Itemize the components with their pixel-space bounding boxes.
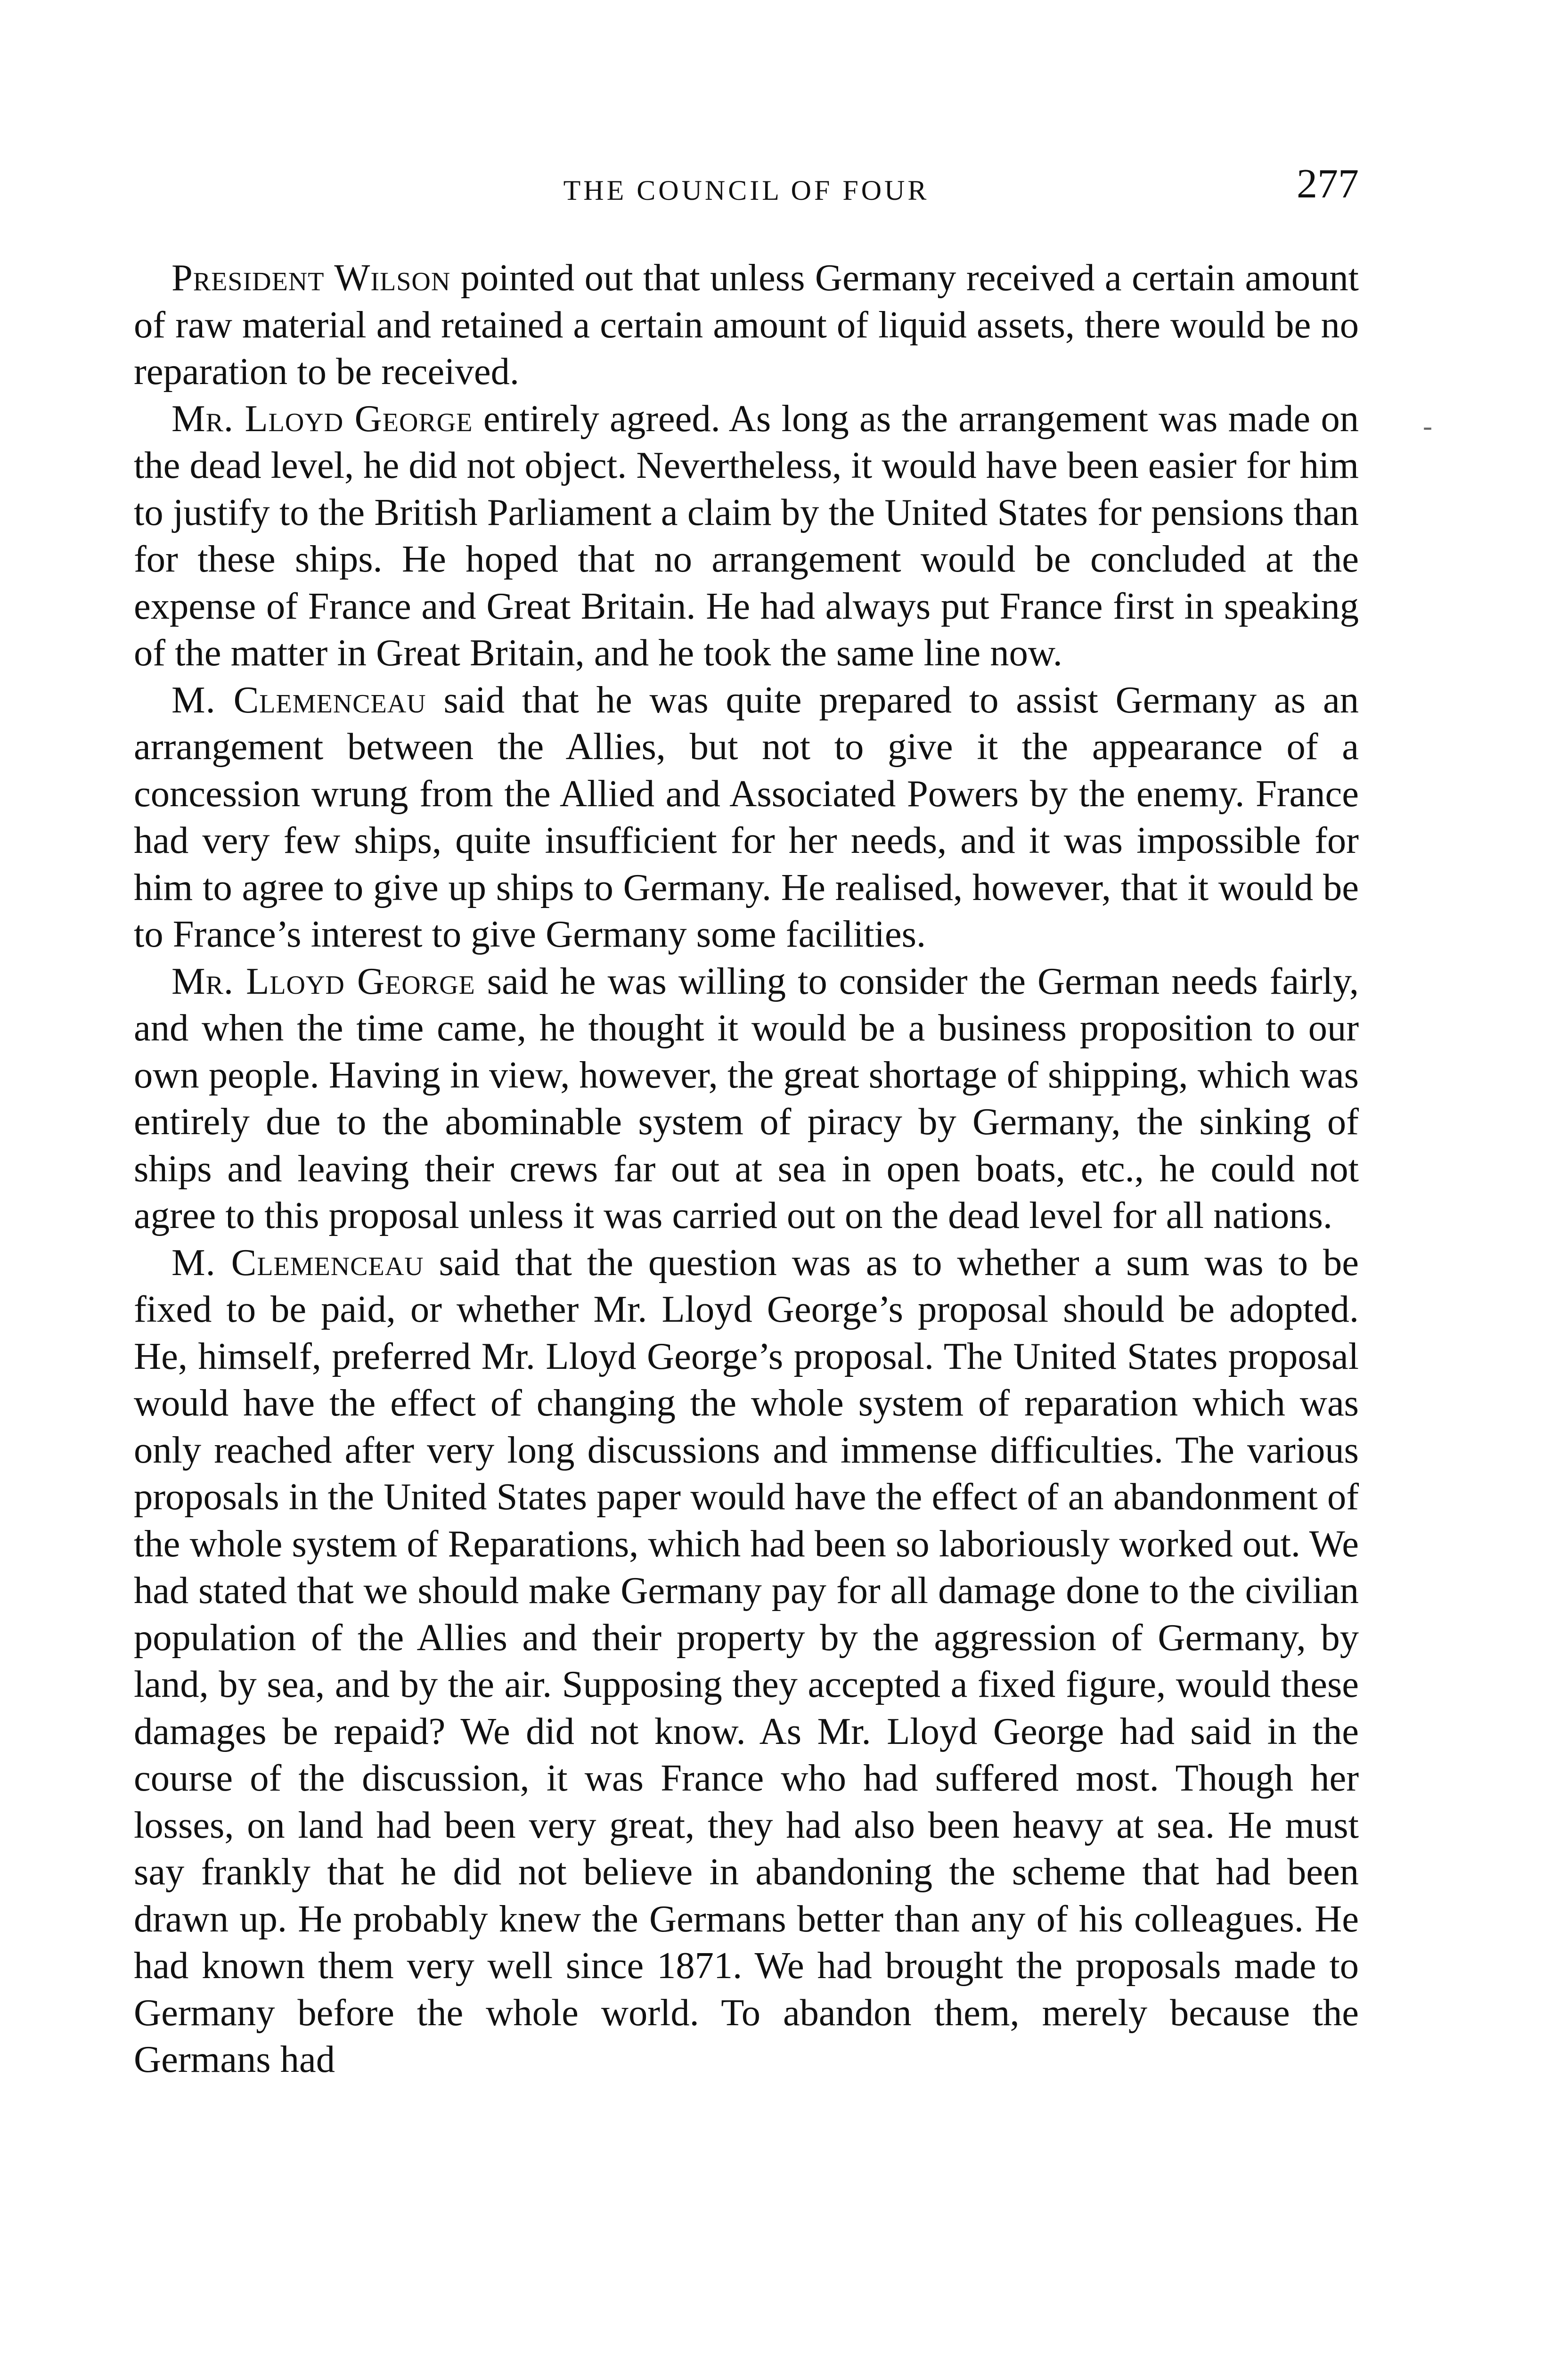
paragraph-text: said that the question was as to whether a sum was to be fixed to be paid, or whether Mr. Lloyd George’s proposal should be adopted. He, himself, preferred Mr. Lloyd George’s proposal. The United States proposal would have the effect of changing the whole system of reparation which was only reached after very long discussions and immense difficulties. The various proposals in the United States paper would have the effect of an abandonment of the whole system of Reparations, which had been so laboriously worked out. We had stated that we should make Germany pay for all damage done to the civilian population of the Allies and their property by the aggression of Germany, by land, by sea, and by the air. Supposing they accepted a fixed figure, would these damages be repaid? We did not know. As Mr. Lloyd George had said in the course of the discussion, it was France who had suffered most. Though her losses, on land had been very great, they had also been heavy at sea. He must say frankly that he did not believe in abandoning the scheme that had been drawn up. He probably knew the Germans better than any of his colleagues. He had known them very well since 1871. We had brought the proposals made to Germany before the whole world. To abandon them, merely because the Germans had	[134, 1241, 1359, 2080]
paragraph-text: entirely agreed. As long as the arrangement was made on the dead level, he did not object. Nevertheless, it would have been easier for him to justify to the British Parliament a claim by the United States for pensions than for these ships. He hoped that no arrangement would be concluded at the expense of France and Great Britain. He had always put France first in speaking of the matter in Great Britain, and he took the same line now.	[134, 397, 1359, 674]
paragraph-text: said that he was quite prepared to assist Germany as an arrangement between the Allies, but not to give it the appearance of a concession wrung from the Allied and Associated Powers by the enemy. France had very few ships, quite insufficient for her needs, and it was impossible for him to agree to give up ships to Germany. He realised, however, that it would be to France’s interest to give Germany some facilities.	[134, 679, 1359, 955]
paragraph-text: said he was willing to consider the German needs fairly, and when the time came, he thought it would be a business proposition to our own people. Having in view, however, the great shortage of shipping, which was entirely due to the abominable system of piracy by Germany, the sinking of ships and leaving their crews far out at sea in open boats, etc., he could not agree to this proposal unless it was carried out on the dead level for all nations.	[134, 960, 1359, 1236]
speaker-name: Mr. Lloyd George	[172, 397, 473, 440]
paragraph-lloyd-george-2	[134, 958, 1359, 1239]
paragraph-text: pointed out that unless Germany received a certain amount of raw material and retained a certain amount of liquid assets, there would be no reparation to be received.	[134, 257, 1359, 393]
speaker-name: Mr. Lloyd George	[172, 960, 475, 1002]
speaker-name: President Wilson	[172, 257, 451, 299]
speaker-name: M. Clemenceau	[172, 679, 426, 721]
paragraph-lloyd-george-1	[134, 395, 1359, 677]
paragraph-clemenceau-1	[134, 677, 1359, 958]
running-head	[134, 160, 1359, 217]
margin-mark: -	[1423, 410, 1432, 442]
speaker-name: M. Clemenceau	[172, 1241, 424, 1284]
paragraph-clemenceau-2	[134, 1239, 1359, 2083]
paragraph-wilson	[134, 254, 1359, 395]
page-number: 277	[1297, 161, 1359, 207]
running-title: THE COUNCIL OF FOUR	[563, 175, 930, 206]
body-text	[134, 254, 1359, 2083]
